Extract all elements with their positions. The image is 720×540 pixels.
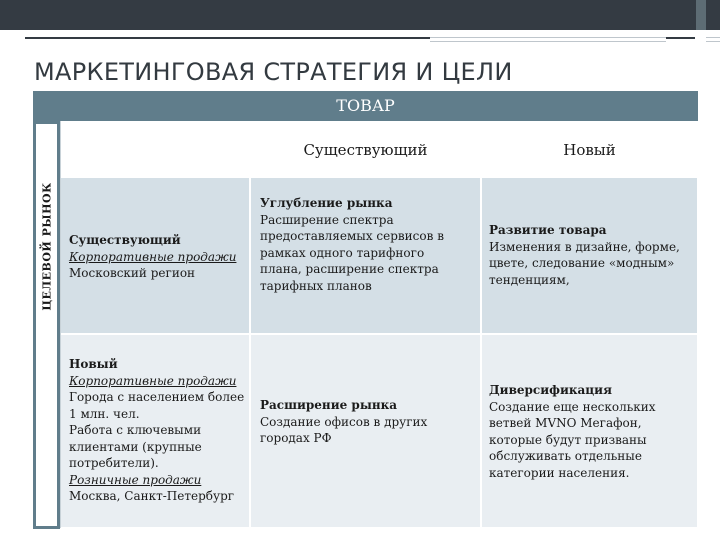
market-dev-text: [260, 397, 475, 447]
row-new-segment-retail: Розничные продажи: [69, 472, 202, 487]
product-header: ТОВАР: [33, 91, 698, 121]
row-new-line: потребители).: [69, 456, 159, 470]
title-rule-highlight-right: [706, 37, 720, 42]
market-dev-title: Расширение рынка: [260, 398, 398, 412]
product-dev-line: цвете, следование «модным»: [489, 256, 675, 270]
market-dev-line: Создание офисов в других: [260, 414, 428, 429]
diversification-title: Диверсификация: [489, 383, 612, 397]
column-header-new: Новый: [563, 141, 616, 159]
row-header-new: [69, 356, 249, 505]
penetration-text: [260, 195, 475, 294]
penetration-line: предоставляемых сервисов в: [260, 229, 444, 243]
diversification-line: обслуживать отдельные: [489, 449, 642, 463]
penetration-line: плана, расширение спектра: [260, 262, 439, 276]
grid-divider: [60, 121, 61, 528]
penetration-title: Углубление рынка: [260, 196, 393, 210]
row-new-segment-corporate: Корпоративные продажи: [69, 373, 237, 388]
top-decor-bar: [0, 0, 720, 30]
slide-title: МАРКЕТИНГОВАЯ СТРАТЕГИЯ И ЦЕЛИ: [34, 58, 513, 86]
market-label-container: [34, 121, 60, 371]
diversification-line: которые будут призваны: [489, 432, 647, 447]
row-new-line: клиентами (крупные: [69, 439, 202, 454]
header-corner-cell: [60, 121, 250, 177]
market-dev-line: городах РФ: [260, 431, 332, 445]
row-new-title: Новый: [69, 357, 118, 371]
row-new-region: Москва, Санкт-Петербург: [69, 489, 235, 503]
penetration-line: рамках одного тарифного: [260, 245, 425, 260]
diversification-text: [489, 382, 694, 481]
row-new-line: Города с населением более: [69, 390, 245, 404]
row-existing-region: Московский регион: [69, 266, 196, 280]
market-label: ЦЕЛЕВОЙ РЫНОК: [40, 181, 54, 311]
row-new-line: Работа с ключевыми: [69, 423, 202, 437]
row-new-line: 1 млн. чел.: [69, 406, 140, 421]
product-dev-line: тенденциям,: [489, 272, 570, 287]
product-dev-line: Изменения в дизайне, форме,: [489, 239, 680, 254]
penetration-line: Расширение спектра: [260, 212, 394, 227]
column-header-existing: Существующий: [303, 141, 428, 159]
row-header-existing: [69, 232, 247, 282]
product-dev-text: [489, 222, 694, 288]
diversification-line: ветвей MVNO Мегафон,: [489, 416, 642, 430]
diversification-line: категории населения.: [489, 465, 630, 480]
top-decor-accent: [696, 0, 706, 30]
diversification-line: Создание еще нескольких: [489, 399, 656, 414]
product-dev-title: Развитие товара: [489, 223, 607, 237]
row-existing-segment: Корпоративные продажи: [69, 249, 237, 264]
row-existing-title: Существующий: [69, 233, 181, 247]
penetration-line: тарифных планов: [260, 278, 372, 293]
title-rule-highlight: [430, 37, 666, 42]
